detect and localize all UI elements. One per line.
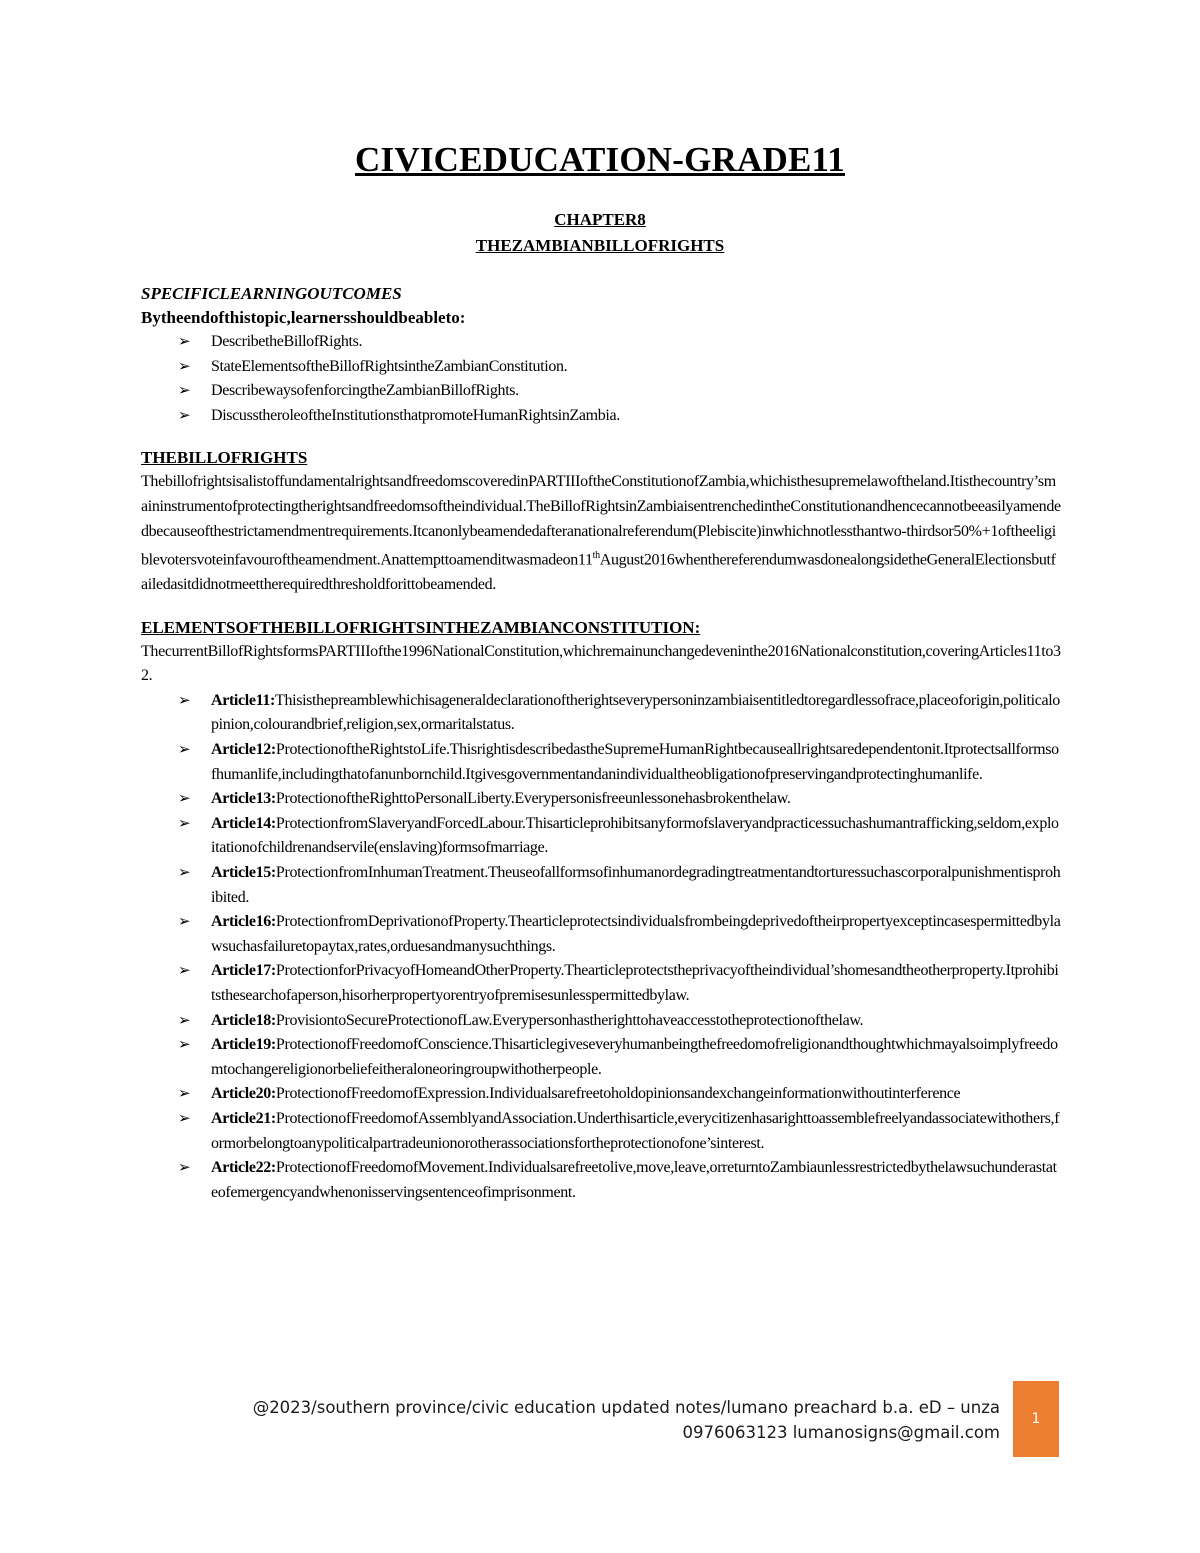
list-item: ➢ Article15:ProtectionfromInhumanTreatment.Theuseofallformsofinhumanordegradingtreatmentandtorturessuchascorporalpunishmentisprohibited. <box>178 861 1061 910</box>
list-item: ➢ DescribewaysofenforcingtheZambianBillofRights. <box>178 379 1061 404</box>
arrow-bullet-icon: ➢ <box>178 1037 191 1054</box>
list-item: ➢ DiscusstheroleoftheInstitutionsthatpromoteHumanRightsinZambia. <box>178 404 1061 429</box>
arrow-bullet-icon: ➢ <box>178 334 191 350</box>
elements-intro: ThecurrentBillofRightsformsPARTIIIofthe1996NationalConstitution,whichremainunchangedeveninthe2016Nationalconstitution,coveringArticles11to32. <box>141 642 1061 685</box>
arrow-bullet-icon: ➢ <box>178 791 191 808</box>
list-item: ➢ Article20:ProtectionofFreedomofExpression.Individualsarefreetoholdopinionsandexchangeinformationwithoutinterference <box>178 1082 1061 1107</box>
footer-line-1: @2023/southern province/civic education updated notes/lumano preachard b.a. eD – unza <box>252 1398 1000 1417</box>
outcomes-intro: Bytheendofthistopic,learnersshouldbeableto: <box>141 308 466 327</box>
arrow-bullet-icon: ➢ <box>178 407 191 424</box>
list-item: ➢ Article16:ProtectionfromDeprivationofProperty.Thearticleprotectsindividualsfrombeingdeprivedoftheirpropertyexceptincasespermittedbylawsuchasfailuretopaytax,rates,orduesandmanysuchthings. <box>178 910 1061 959</box>
footer-line-2: 0976063123 lumanosigns@gmail.com <box>682 1423 1000 1442</box>
arrow-bullet-icon: ➢ <box>178 963 191 980</box>
arrow-bullet-icon: ➢ <box>178 914 191 931</box>
list-item: ➢ Article14:ProtectionfromSlaveryandForcedLabour.Thisarticleprohibitsanyformofslaveryandpracticessuchashumantrafficking,seldom,exploitationofchildrenandservile(enslaving)formsofmarriage. <box>178 812 1061 861</box>
elements-heading: ELEMENTSOFTHEBILLOFRIGHTSINTHEZAMBIANCONSTITUTION: <box>141 617 701 637</box>
arrow-bullet-icon: ➢ <box>178 358 191 375</box>
arrow-bullet-icon: ➢ <box>178 1110 191 1127</box>
chapter-subtitle: THEZAMBIANBILLOFRIGHTS <box>475 236 725 255</box>
list-item: ➢ Article13:ProtectionoftheRighttoPersonalLiberty.Everypersonisfreeunlessonehasbrokenthelaw. <box>178 787 1061 812</box>
outcomes-heading: SPECIFICLEARNINGOUTCOMES <box>141 284 402 303</box>
list-item: ➢ Article18:ProvisiontoSecureProtectionofLaw.Everypersonhastherighttohaveaccesstotheprotectionofthelaw. <box>178 1009 1061 1034</box>
bill-of-rights-heading: THEBILLOFRIGHTS <box>141 448 308 468</box>
arrow-bullet-icon: ➢ <box>178 865 191 882</box>
arrow-bullet-icon: ➢ <box>178 383 191 400</box>
list-item: ➢ DescribetheBillofRights. <box>178 330 1061 355</box>
list-item: ➢ Article19:ProtectionofFreedomofConscience.Thisarticlegiveseveryhumanbeingthefreedomofreligionandthoughtwhichmayalsoimplyfreedomtochangereligionorbeliefeitheraloneoringroupwithotherpeople. <box>178 1033 1061 1082</box>
list-item: ➢ Article11:Thisisthepreamblewhichisageneraldeclarationoftherightseverypersoninzambiaisentitledtoregardlessofrace,placeoforigin,politicalopinion,colourandbrief,religion,sex,ormaritalstatus. <box>178 689 1061 738</box>
document-body <box>141 282 1061 1205</box>
list-item: ➢ Article22:ProtectionofFreedomofMovement.Individualsarefreetolive,move,leave,orreturntoZambiaunlessrestrictedbythelawsuchunderastateofemergencyandwhenonisservingsentenceofimprisonment. <box>178 1156 1061 1205</box>
arrow-bullet-icon: ➢ <box>178 1012 191 1029</box>
arrow-bullet-icon: ➢ <box>178 1160 191 1177</box>
arrow-bullet-icon: ➢ <box>178 815 191 832</box>
articles-list <box>141 689 1061 1205</box>
list-item: ➢ StateElementsoftheBillofRightsintheZambianConstitution. <box>178 355 1061 380</box>
arrow-bullet-icon: ➢ <box>178 1086 191 1103</box>
list-item: ➢ Article21:ProtectionofFreedomofAssemblyandAssociation.Underthisarticle,everycitizenhasarighttoassemblefreelyandassociatewithothers,formorbelongtoanypoliticalpartradeunionorotherassociationsfortheprotectionofone’sinterest. <box>178 1107 1061 1156</box>
chapter-heading: CHAPTER8 <box>554 210 646 229</box>
outcomes-list <box>141 330 1061 428</box>
page-footer <box>160 1395 1000 1445</box>
list-item: ➢ Article17:ProtectionforPrivacyofHomeandOtherProperty.Thearticleprotectstheprivacyoftheindividual’shomesandtheotherproperty.Itprohibitsthesearchofaperson,hisorherpropertyorentryofpremisesunlesspermittedbylaw. <box>178 959 1061 1008</box>
list-item: ➢ Article12:ProtectionoftheRightstoLife.ThisrightisdescribedastheSupremeHumanRightbecauseallrightsaredependentonit.Itprotectsallformsofhumanlife,includingthatofanunbornchild.Itgivesgovernmentandanindividualtheobligationofpreservingandprotectinghumanlife. <box>178 738 1061 787</box>
document-title: CIVICEDUCATION-GRADE11 <box>355 140 845 179</box>
arrow-bullet-icon: ➢ <box>178 692 191 709</box>
bill-of-rights-paragraph: ThebillofrightsisalistoffundamentalrightsandfreedomscoveredinPARTIIIoftheConstitutionofZambia,whichisthesupremelawoftheland.Itisthecountry’smaininstrumentofprotectingtherightsandfreedomsoftheindividual.TheBillofRightsinZambiaisentrenchedintheConstitutionandhencecannotbeeasilyamendedbecauseofthestrictamendmentrequirements.Itcanonlybeamendedafteranationalreferendum(Plebiscite)inwhichnotlessthantwo-thirdsor50%+1oftheeligiblevotersvoteinfavouroftheamendment.Anattempttoamenditwasmadeon11thAugust2016whenthereferendumwasdonealongsidetheGeneralElectionsbutfailedasitdidnotmeettherequiredthresholdforittobeamended. <box>141 473 1061 594</box>
page-number-badge: 1 <box>1013 1381 1059 1457</box>
arrow-bullet-icon: ➢ <box>178 742 191 759</box>
